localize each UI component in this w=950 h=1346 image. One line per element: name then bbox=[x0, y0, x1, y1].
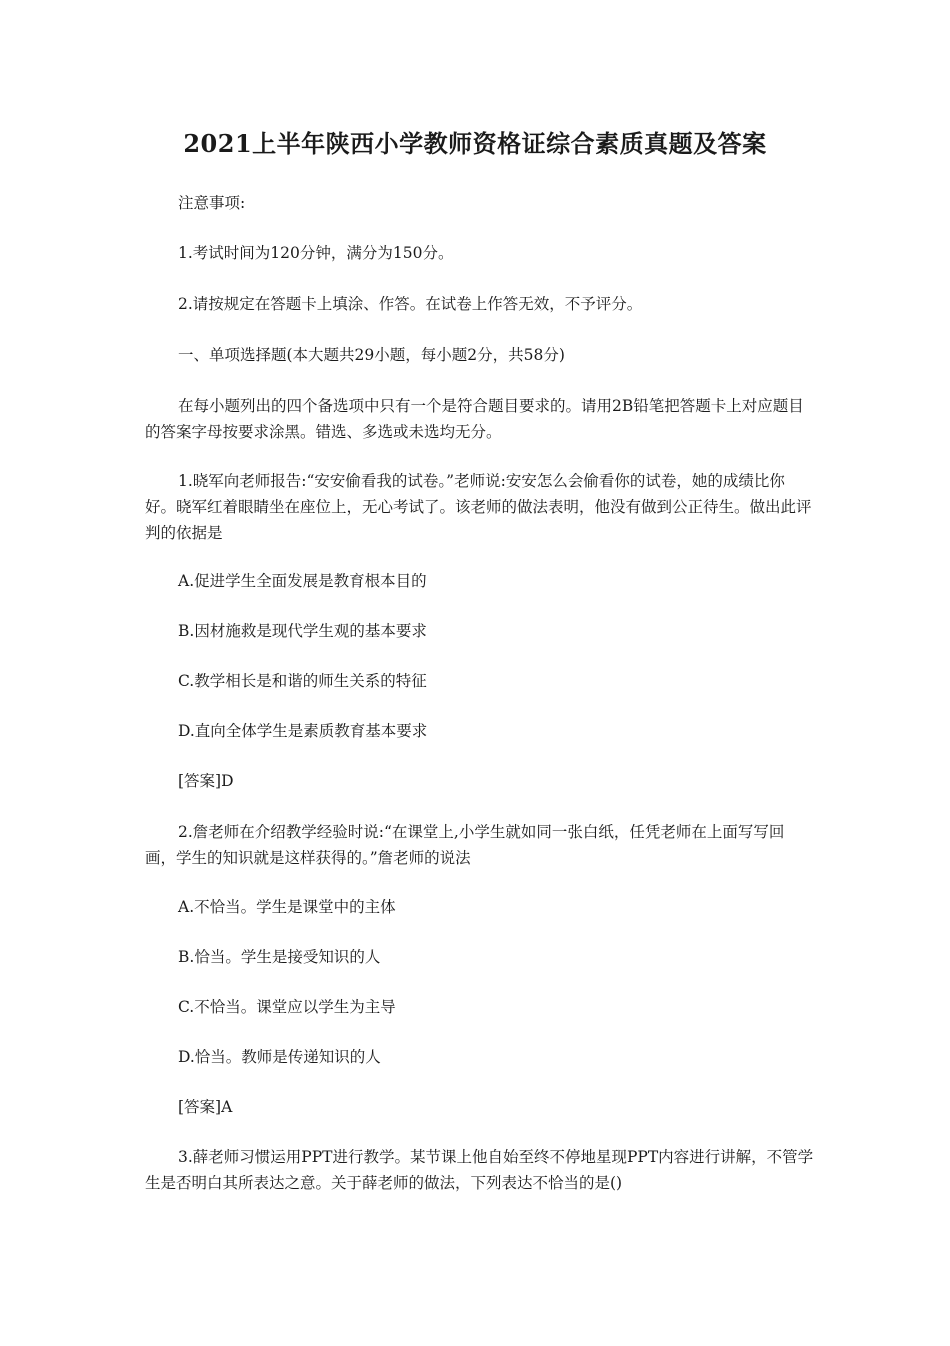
question-2-answer: [答案]A bbox=[178, 1098, 233, 1116]
question-1-option-d: D.直向全体学生是素质教育基本要求 bbox=[178, 722, 428, 740]
question-2-option-b: B.恰当。学生是接受知识的人 bbox=[178, 948, 381, 966]
question-2-option-a: A.不恰当。学生是课堂中的主体 bbox=[178, 898, 396, 916]
section-heading: 一、单项选择题(本大题共29小题，每小题2分，共58分) bbox=[178, 346, 565, 364]
question-3-stem: 3.薛老师习惯运用PPT进行教学。某节课上他自始至终不停地星现PPT内容进行讲解，不管学生是否明白其所表达之意。关于薛老师的做法，下列表达不恰当的是() bbox=[145, 1148, 814, 1192]
question-1-option-b: B.因材施救是现代学生观的基本要求 bbox=[178, 622, 427, 640]
question-1-answer: [答案]D bbox=[178, 772, 234, 790]
question-2-stem: 2.詹老师在介绍教学经验时说:“在课堂上,小学生就如同一张白纸，任凭老师在上面写写回画，学生的知识就是这样获得的。”詹老师的说法 bbox=[145, 823, 785, 867]
notice-item-2: 2.请按规定在答题卡上填涂、作答。在试卷上作答无效，不予评分。 bbox=[178, 295, 643, 313]
question-1-option-a: A.促进学生全面发展是教育根本目的 bbox=[178, 572, 427, 590]
notice-heading: 注意事项: bbox=[178, 194, 246, 212]
notice-item-1: 1.考试时间为120分钟，满分为150分。 bbox=[178, 244, 454, 262]
section-instruction: 在每小题列出的四个备选项中只有一个是符合题目要求的。请用2B铅笔把答题卡上对应题目的答案字母按要求涂黑。错选、多选或未选均无分。 bbox=[145, 397, 804, 441]
document-title: 2021上半年陕西小学教师资格证综合素质真题及答案 bbox=[183, 129, 767, 158]
question-2-option-d: D.恰当。教师是传递知识的人 bbox=[178, 1048, 381, 1066]
question-2-option-c: C.不恰当。课堂应以学生为主导 bbox=[178, 998, 396, 1016]
question-1-stem: 1.晓军向老师报告:“安安偷看我的试卷。”老师说:安安怎么会偷看你的试卷，她的成绩比你好。晓军红着眼睛坐在座位上，无心考试了。该老师的做法表明，他没有做到公正待生。做出此评判的依据是 bbox=[145, 472, 812, 542]
question-1-option-c: C.教学相长是和谐的师生关系的特征 bbox=[178, 672, 427, 690]
